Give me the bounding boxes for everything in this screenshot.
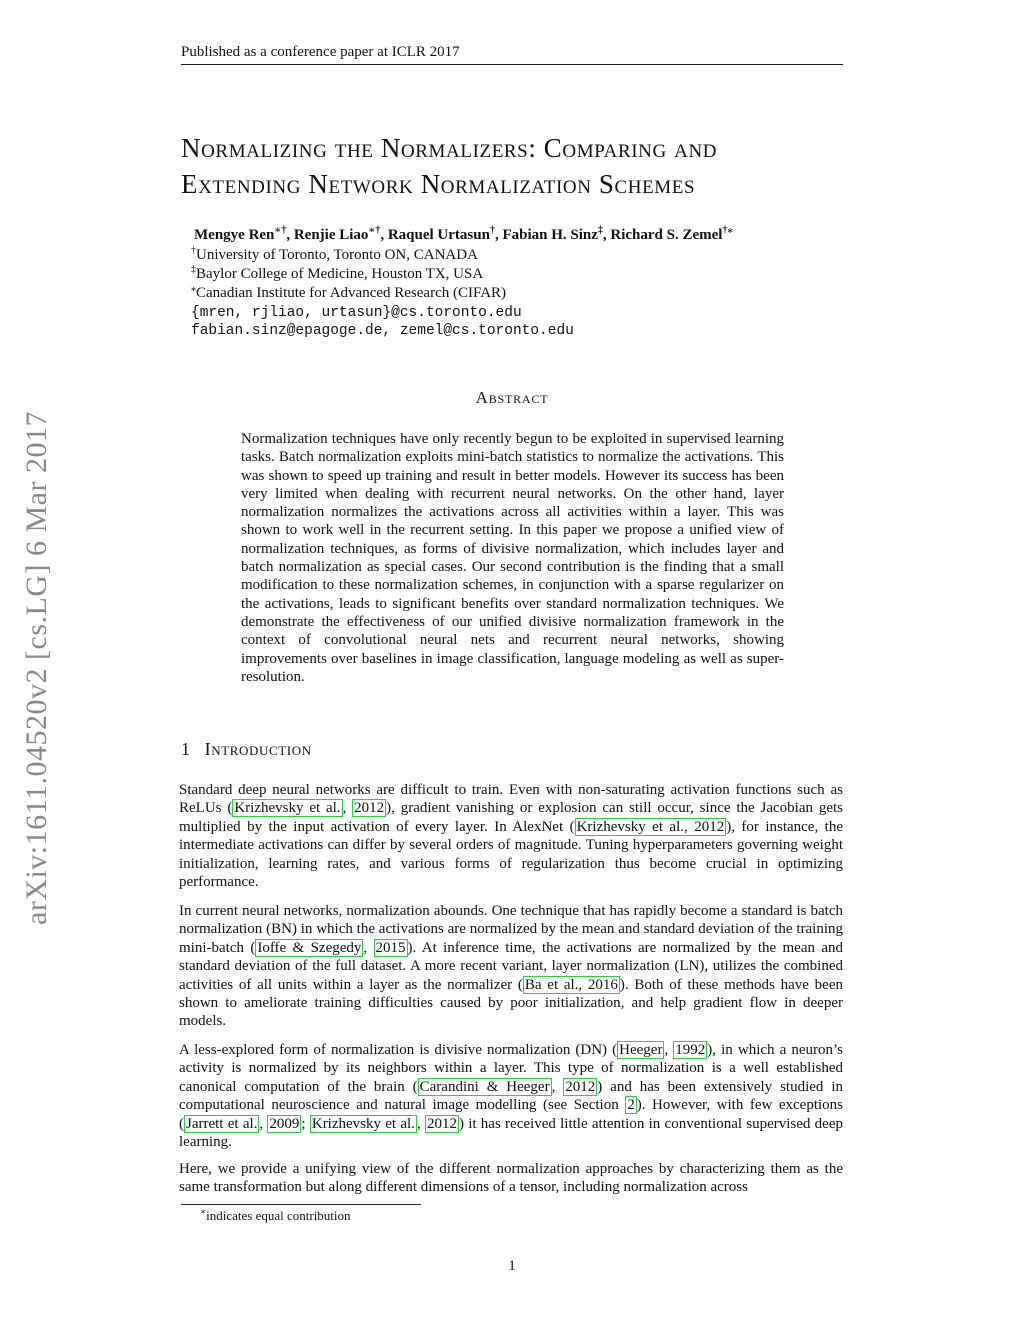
- footnote-text: indicates equal contribution: [206, 1208, 351, 1223]
- text-run: ,: [259, 1115, 268, 1132]
- arxiv-side-label: arXiv:1611.04520v2 [cs.LG] 6 Mar 2017: [20, 411, 53, 925]
- text-run: ;: [301, 1115, 310, 1132]
- abstract-text: Normalization techniques have only recently begun to be exploited in supervised learning tasks. Batch normalization exploits mini-batch statistics to normalize the activations. This was shown to speed up training and result in better models. However its success has been very limited when dealing with recurrent neural networks. On the other hand, layer normalization normalizes the activations across all activities within a layer. This was shown to work well in the recurrent setting. In this paper we propose a unified view of normalization techniques, as forms of divisive normalization, which includes layer and batch normalization as special cases. Our second contribution is the finding that a small modification to these normalization schemes, in conjunction with a sparse regularizer on the activations, leads to significant benefits over standard normalization techniques. We demonstrate the effectiveness of our unified divisive normalization framework in the context of convolutional neural nets and recurrent neural networks, showing improvements over baselines in image classification, language modeling as well as super-resolution.: [241, 431, 784, 685]
- title-line-1: Normalizing the Normalizers: Comparing and: [181, 133, 718, 163]
- citation-link[interactable]: 2012: [426, 1115, 457, 1132]
- citation-link[interactable]: Heeger: [619, 1042, 663, 1058]
- citation-link[interactable]: Ioffe & Szegedy: [257, 939, 362, 956]
- author-name: Richard S. Zemel: [610, 227, 723, 243]
- section-number: 1: [181, 739, 191, 759]
- section-heading: [181, 739, 312, 760]
- paragraph: [179, 781, 843, 891]
- citation-link[interactable]: Krizhevsky et al.: [311, 1115, 415, 1132]
- citation-link[interactable]: Ba et al., 2016: [524, 976, 618, 993]
- text-run: In current neural networks, normalization abounds. One technique that has rapidly become a standard is batch normalization (BN) in which the activations are normalized by the mean and standard deviation of the training mini-batch (: [179, 903, 843, 956]
- citation-link[interactable]: Carandini & Heeger: [419, 1078, 550, 1095]
- paper-title: [181, 130, 861, 202]
- text-run: ), gradient vanishing or explosion can still occur, since the Jacobian gets multiplied by the input activation of every layer. In AlexNet (: [179, 800, 843, 835]
- section-title: Introduction: [204, 739, 312, 759]
- running-header: Published as a conference paper at ICLR 2017: [181, 44, 843, 65]
- text-run: ,: [551, 1078, 564, 1095]
- affiliation: [191, 285, 506, 302]
- affiliation-mark: †: [191, 245, 196, 256]
- citation-link[interactable]: Krizhevsky et al.: [234, 800, 341, 817]
- affiliation-text: Baylor College of Medicine, Houston TX, USA: [196, 266, 484, 282]
- author-mark: †⁎: [722, 225, 733, 236]
- affiliation: [191, 266, 483, 283]
- author-mark: †: [489, 225, 495, 236]
- paragraph: [179, 902, 843, 1031]
- author-mark: ∗†: [368, 225, 381, 236]
- citation-link[interactable]: 1992: [675, 1042, 706, 1058]
- citation-link[interactable]: Jarrett et al.: [186, 1115, 258, 1132]
- text-run: ,: [342, 800, 353, 817]
- affiliation-text: University of Toronto, Toronto ON, CANADA: [196, 247, 478, 263]
- author-name: Mengye Ren: [194, 227, 275, 243]
- text-run: ) and has been extensively studied in computational neuroscience and natural image modelling (see Section: [179, 1078, 844, 1114]
- footnote-divider: [181, 1204, 421, 1205]
- text-run: ), for instance, the intermediate activations can differ by several orders of magnitude. Tuning hyperparameters governing weight initialization, learning rates, and various forms of regularization thus become crucial in optimizing performance.: [179, 818, 843, 891]
- email-line: {mren, rjliao, urtasun}@cs.toronto.edu: [191, 305, 522, 321]
- section-ref-link[interactable]: 2: [627, 1097, 635, 1114]
- text-run: ,: [363, 939, 374, 956]
- affiliation-text: Canadian Institute for Advanced Research (CIFAR): [196, 285, 507, 301]
- affiliation-mark: ‡: [191, 264, 196, 275]
- text-run: ). However, with few exceptions (: [179, 1097, 844, 1132]
- citation-link[interactable]: Krizhevsky et al., 2012: [576, 818, 725, 835]
- title-line-2: Extending Network Normalization Schemes: [181, 169, 696, 199]
- text-run: A less-explored form of normalization is divisive normalization (DN) (: [179, 1042, 618, 1058]
- affiliation-mark: ⁎: [191, 283, 196, 294]
- author-name: Fabian H. Sinz: [502, 227, 598, 243]
- page-number: 1: [508, 1258, 516, 1274]
- author-mark: ‡: [597, 225, 603, 236]
- citation-link[interactable]: 2009: [269, 1115, 300, 1132]
- email-line: fabian.sinz@epagoge.de, zemel@cs.toronto.edu: [191, 323, 574, 339]
- citation-link[interactable]: 2012: [565, 1078, 596, 1095]
- citation-link[interactable]: 2012: [354, 800, 385, 817]
- text-run: ,: [664, 1042, 674, 1058]
- text-run: ). Both of these methods have been shown to ameliorate training difficulties caused by poor initialization, and help gradient flow in deeper models.: [179, 976, 843, 1030]
- citation-link[interactable]: 2015: [375, 939, 406, 956]
- text-run: ). At inference time, the activations are normalized by the mean and standard deviation of the full dataset. A more recent variant, layer normalization (LN), utilizes the combined activities of all units within a layer as the normalizer (: [179, 939, 844, 993]
- abstract-heading: Abstract: [475, 388, 549, 407]
- text-run: Standard deep neural networks are difficult to train. Even with non-saturating activation functions such as ReLUs (: [179, 782, 843, 817]
- author-name: Raquel Urtasun: [387, 227, 490, 243]
- text-run: ,: [416, 1115, 425, 1132]
- footnote-mark: ∗: [200, 1206, 207, 1217]
- text-run: ) it has received little attention in conventional supervised deep learning.: [179, 1115, 844, 1151]
- text-run: ), in which a neuron’s activity is normalized by its neighbors within a layer. This type of normalization is a well established canonical computation of the brain (: [179, 1042, 844, 1095]
- author-name: Renjie Liao: [293, 227, 369, 243]
- affiliation: [191, 247, 478, 264]
- author-list: Mengye Ren∗†, Renjie Liao∗†, Raquel Urtasun†, Fabian H. Sinz‡, Richard S. Zemel†⁎: [194, 225, 733, 243]
- footnote: [200, 1208, 351, 1224]
- author-mark: ∗†: [274, 225, 287, 236]
- paragraph: [179, 1041, 843, 1151]
- paragraph: Here, we provide a unifying view of the different normalization approaches by characterizing them as the same transformation but along different dimensions of a tensor, including normalization across: [179, 1161, 843, 1196]
